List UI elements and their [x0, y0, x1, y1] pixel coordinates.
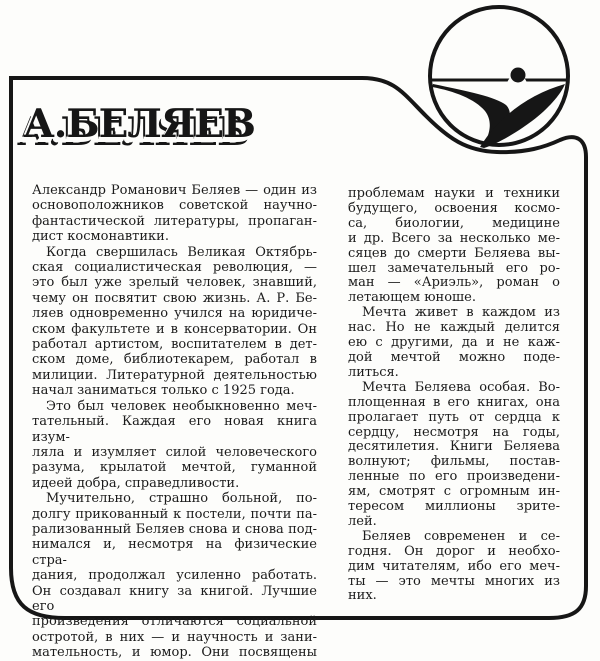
text-line: Когда свершилась Великая Октябрь- [46, 244, 317, 260]
text-line: тересом миллионы зрите- [348, 499, 560, 515]
text-line: дист космонавтики. [32, 229, 169, 245]
text-line: летающем юноше. [348, 290, 476, 306]
text-line: са, биологии, медицине [348, 215, 560, 231]
text-line: работал артистом, воспитателем в дет- [32, 337, 317, 353]
text-line: Он создавал книгу за книгой. Лучшие его [32, 583, 317, 614]
text-line: волнуют; фильмы, постав- [348, 454, 560, 470]
text-line: будущего, освоения космо- [348, 200, 560, 216]
text-line: Мучительно, страшно больной, по- [46, 491, 317, 507]
text-line: ляла и изумляет силой человеческого [32, 444, 317, 460]
text-line: рализованный Беляев снова и снова под- [32, 521, 317, 537]
text-line: Мечта живет в каждом из [362, 305, 560, 321]
text-line: это был уже зрелый человек, знавший, [32, 275, 317, 291]
text-line: ею с другими, да и не каж- [348, 335, 560, 351]
text-line: Беляев современен и се- [362, 528, 560, 544]
text-line: нас. Но не каждый делится [348, 320, 560, 336]
flying-figure-icon [430, 7, 568, 148]
text-line: ленные по его произведени- [348, 469, 560, 485]
text-line: Александр Романович Беляев — один из [32, 183, 317, 198]
text-line: разума, крылатой мечтой, гуманной [32, 460, 317, 476]
text-line: начал заниматься только с 1925 года. [32, 383, 295, 399]
text-column-left [32, 183, 317, 661]
text-line: Это был человек необыкновенно меч- [46, 398, 317, 414]
text-line: идеей добра, справедливости. [32, 475, 240, 491]
text-line: ская социалистическая революция, — [32, 260, 317, 276]
text-line: лей. [348, 513, 377, 529]
text-line: чему он посвятит свою жизнь. А. Р. Бе- [32, 290, 317, 306]
text-line: них. [348, 588, 377, 604]
text-line: площенная в его книгах, она [348, 394, 560, 410]
text-line: литься. [348, 364, 399, 380]
text-line: дания, продолжал усиленно работать. [32, 568, 317, 584]
text-line: произведения отличаются социальной [32, 614, 317, 630]
text-line: ты — это мечты многих из [348, 573, 560, 589]
text-line: Мечта Беляева особая. Во- [362, 379, 560, 395]
text-line: ям, смотрят с огромным ин- [348, 484, 560, 500]
text-line: остротой, в них — и научность и зани- [32, 629, 317, 645]
text-line: пролагает путь от сердца к [348, 409, 560, 425]
text-line: фантастической литературы, пропаган- [32, 213, 317, 229]
text-line: ман — «Ариэль», роман о [348, 275, 560, 291]
text-line: ляев одновременно учился на юридиче- [32, 306, 317, 322]
page-title: А.БЕЛЯЕВ [23, 101, 255, 147]
text-line: основоположников советской научно- [32, 198, 317, 214]
text-line: нимался и, несмотря на физические стра- [32, 537, 317, 568]
text-line: сяцев до смерти Беляева вы- [348, 245, 560, 261]
text-line: проблемам науки и техники [348, 186, 560, 201]
text-line: годня. Он дорог и необхо- [348, 543, 560, 559]
text-line: шел замечательный его ро- [348, 260, 560, 276]
text-line: мательность, и юмор. Они посвящены [32, 645, 317, 661]
text-line: дим читателям, ибо его меч- [348, 558, 560, 574]
text-line: десятилетия. Книги Беляева [348, 439, 560, 455]
text-line: милиции. Литературной деятельностью [32, 367, 317, 383]
text-line: сердцу, несмотря на годы, [348, 424, 560, 440]
text-line: ском факультете и в консерватории. Он [32, 321, 317, 337]
text-line: долгу прикованный к постели, почти па- [32, 506, 317, 522]
text-line: ском доме, библиотекарем, работал в [32, 352, 317, 368]
text-column-right [348, 187, 560, 604]
text-line: тательный. Каждая его новая книга изум- [32, 414, 317, 445]
text-line: дой мечтой можно поде- [348, 349, 560, 365]
text-line: и др. Всего за несколько ме- [348, 230, 560, 246]
